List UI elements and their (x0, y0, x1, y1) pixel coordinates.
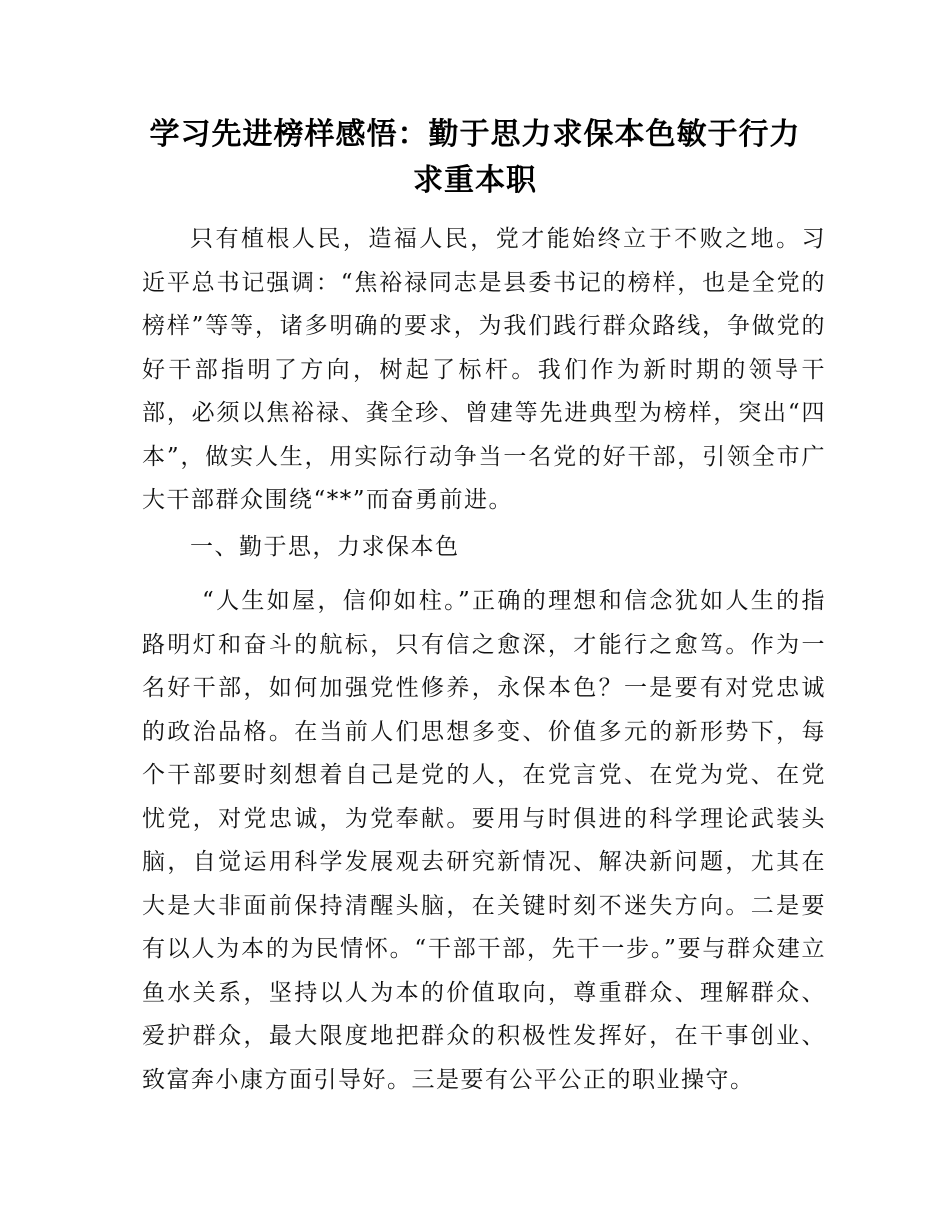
intro-paragraph: 只有植根人民，造福人民，党才能始终立于不败之地。习近平总书记强调：“焦裕禄同志是县委书记的榜样，也是全党的榜样”等等，诸多明确的要求，为我们践行群众路线，争做党的好干部指明了方向，树起了标杆。我们作为新时期的领导干部，必须以焦裕禄、龚全珍、曾建等先进典型为榜样，突出“四本”，做实人生，用实际行动争当一名党的好干部，引领全市广大干部群众围绕“**”而奋勇前进。 (142, 226, 826, 513)
section-heading: 一、勤于思，力求保本色 (190, 534, 460, 560)
document-title: 学习先进榜样感悟：勤于思力求保本色敏于行力求重本职 (149, 117, 801, 198)
section-paragraph: “人生如屋，信仰如柱。”正确的理想和信念犹如人生的指路明灯和奋斗的航标，只有信之愈深，才能行之愈笃。作为一名好干部，如何加强党性修养，永保本色？一是要有对党忠诚的政治品格。在当前人们思想多变、价值多元的新形势下，每个干部要时刻想着自己是党的人，在党言党、在党为党、在党忧党，对党忠诚，为党奉献。要用与时俱进的科学理论武装头脑，自觉运用科学发展观去研究新情况、解决新问题，尤其在大是大非面前保持清醒头脑，在关键时刻不迷失方向。二是要有以人为本的为民情怀。“干部干部，先干一步。”要与群众建立鱼水关系，坚持以人为本的价值取向，尊重群众、理解群众、爱护群众，最大限度地把群众的积极性发挥好，在干事创业、致富奔小康方面引导好。三是要有公平公正的职业操守。 (142, 588, 826, 1093)
